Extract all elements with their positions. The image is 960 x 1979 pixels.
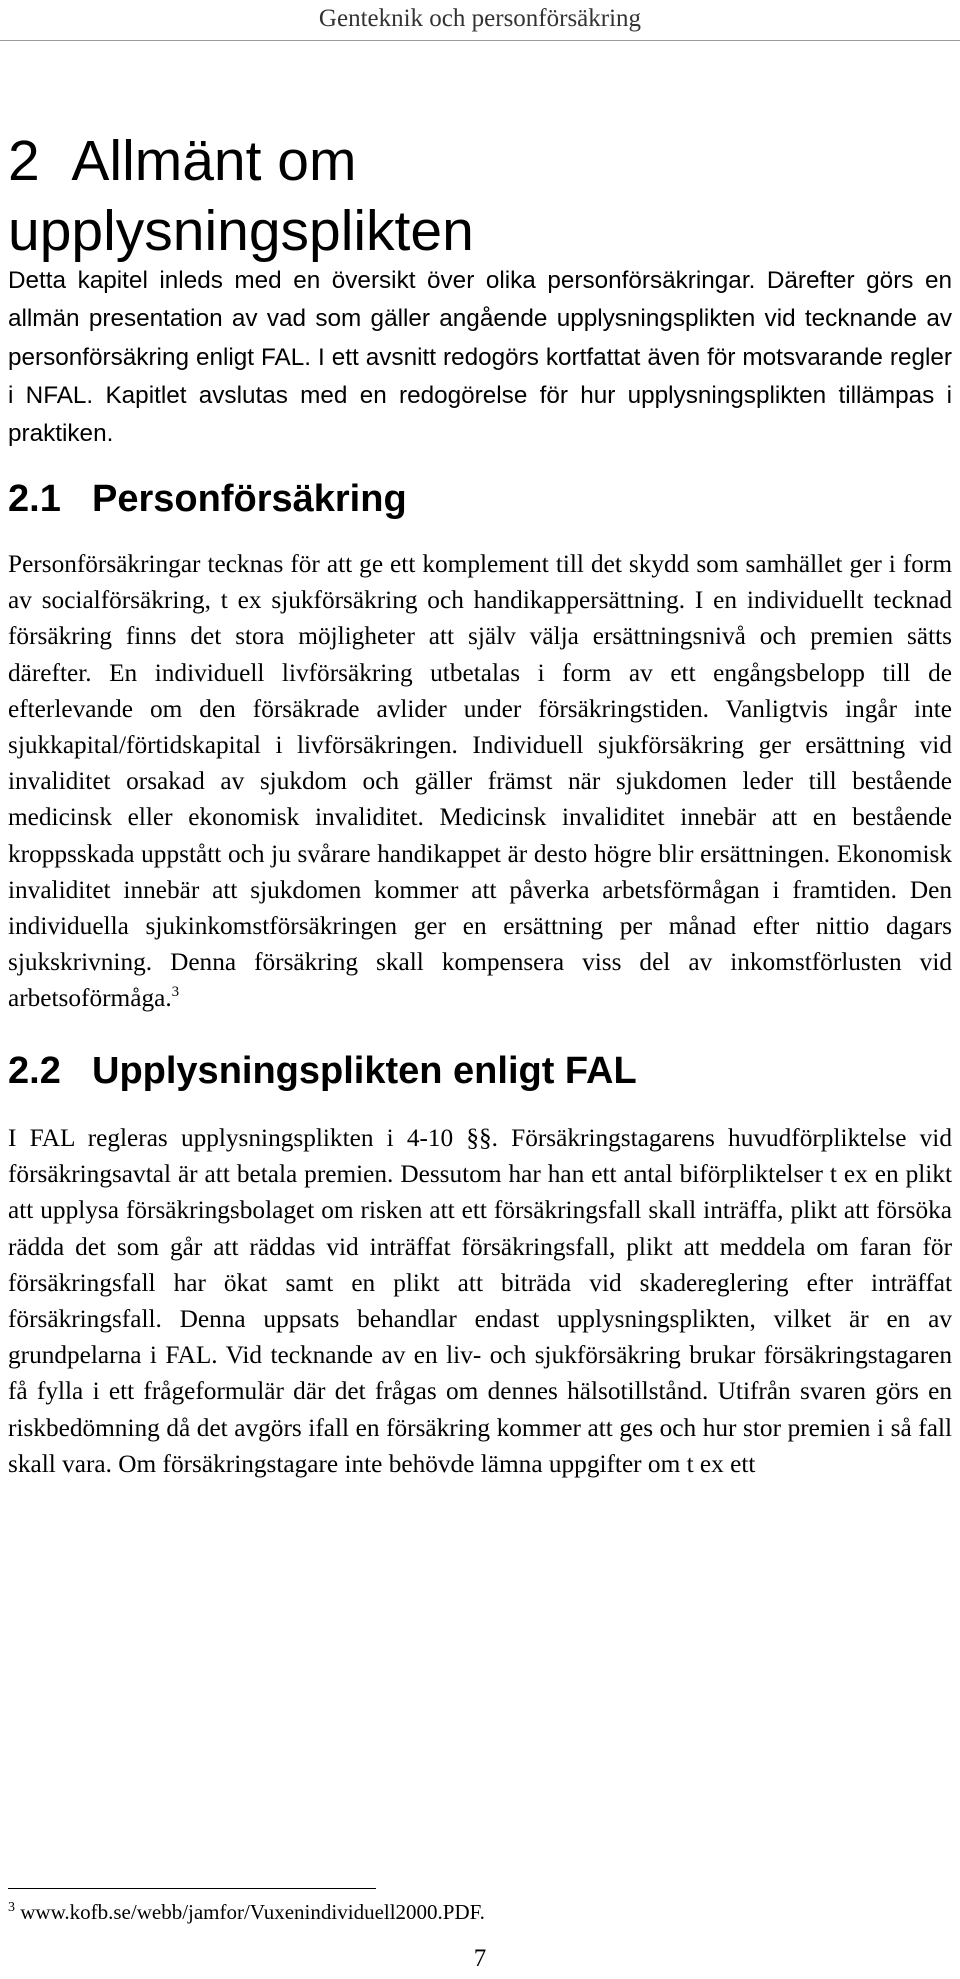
section-2-1-text: Personförsäkringar tecknas för att ge ett komplement till det skydd som samhället ger i form av socialförsäkring, t ex sjukförsäkring och handikappersättning. I en individuellt tecknad försäkring finns det stora möjligheter att själv välja ersättningsnivå och premien sätts därefter. En individuell livförsäkring utbetalas i form av ett engångsbelopp till de efterlevande om den försäkrade avlider under försäkringstiden. Vanligtvis ingår inte sjukkapital/förtidskapital i livförsäkringen. Individuell sjukförsäkring ger ersättning vid invaliditet orsakad av sjukdom och gäller främst när sjukdomen leder till bestående medicinsk eller ekonomisk invaliditet. Medicinsk invaliditet innebär att en bestående kroppsskada uppstått och ju svårare handikappet är desto högre blir ersättningen. Ekonomisk invaliditet innebär att sjukdomen kommer att påverka arbetsförmågan i framtiden. Den individuella sjukinkomstförsäkringen ger en ersättning per månad efter nittio dagars sjukskrivning. Denna försäkring skall kompensera viss del av inkomstförlusten vid arbetsoförmåga. <box>8 550 952 1013</box>
section-number: 2.2 <box>8 1050 61 1092</box>
section-heading-2-1 <box>8 476 407 522</box>
section-number: 2.1 <box>8 478 61 520</box>
footnote-divider <box>8 1888 376 1889</box>
section-2-2-body: I FAL regleras upplysningsplikten i 4-10 §§. Försäkringstagarens huvudförpliktelse vid försäkringsavtal är att betala premien. Dessutom har han ett antal biförpliktelser t ex en plikt att upplysa försäkringsbolaget om risken att ett försäkringsfall skall inträffa, plikt att försöka rädda det som går att räddas vid inträffat försäkringsfall, plikt att meddela om faran för försäkringsfall har ökat samt en plikt att biträda vid skadereglering efter inträffat försäkringsfall. Denna uppsats behandlar endast upplysningsplikten, vilket är en av grundpelarna i FAL. Vid tecknande av en liv- och sjukförsäkring brukar försäkringstagaren få fylla i ett frågeformulär där det frågas om dennes hälsotillstånd. Utifrån svaren görs en riskbedömning då det avgörs ifall en försäkring kommer att ges och hur stor premien i så fall skall vara. Om försäkringstagare inte behövde lämna uppgifter om t ex ett <box>8 1124 952 1478</box>
running-head: Genteknik och personförsäkring <box>318 5 642 32</box>
section-title: Upplysningsplikten enligt FAL <box>92 1050 637 1092</box>
header-divider <box>0 40 960 41</box>
footnote-reference: 3 <box>171 984 180 1001</box>
section-2-1-body <box>8 546 952 1017</box>
chapter-heading <box>8 126 768 266</box>
chapter-number: 2 <box>8 129 40 193</box>
footnote-number: 3 <box>8 1900 15 1915</box>
chapter-intro: Detta kapitel inleds med en översikt över olika personförsäkringar. Därefter görs en allmän presentation av vad som gäller angående upplysningsplikten vid tecknande av personförsäkring enligt FAL. I ett avsnitt redogörs kortfattat även för motsvarande regler i NFAL. Kapitlet avslutas med en redogörelse för hur upplysningsplikten tillämpas i praktiken. <box>8 267 952 448</box>
footnote-text: www.kofb.se/webb/jamfor/Vuxenindividuell2000.PDF. <box>20 1900 485 1924</box>
section-heading-2-2 <box>8 1048 637 1094</box>
chapter-title: Allmänt om upplysningsplikten <box>8 129 474 263</box>
page-number: 7 <box>473 1945 487 1972</box>
footnote <box>8 1899 485 1925</box>
section-title: Personförsäkring <box>92 478 407 520</box>
